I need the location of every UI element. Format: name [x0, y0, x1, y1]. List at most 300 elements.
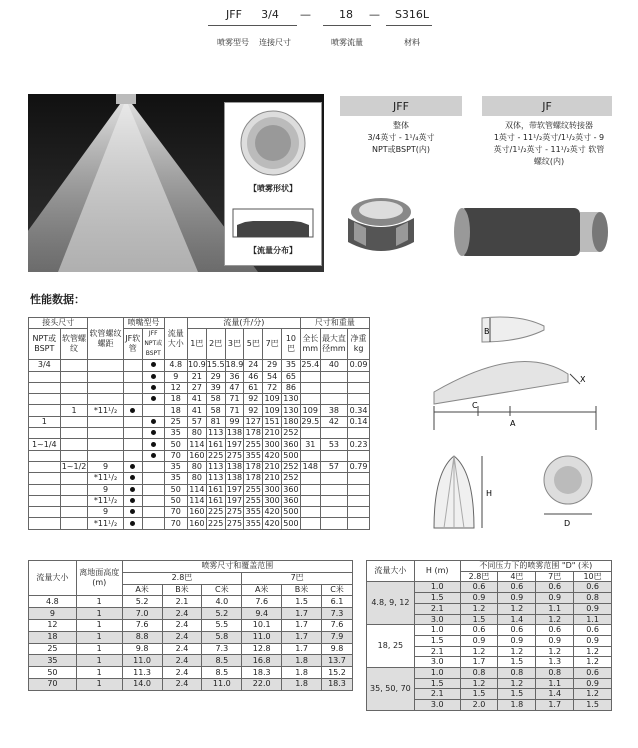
weight-cell	[348, 484, 370, 495]
code-model: JFF	[226, 8, 242, 21]
range-cell: 0.6	[574, 625, 612, 636]
coverage-cell: 2.4	[162, 643, 202, 655]
npt-cell: 1~1/4	[29, 439, 61, 450]
range-cell: 0.6	[498, 582, 536, 593]
coverage-cell: 1.7	[282, 608, 322, 620]
range-cell: 1.4	[498, 614, 536, 625]
code-flow: 18	[339, 8, 353, 21]
coverage-cell: 2.4	[162, 608, 202, 620]
range-table	[366, 560, 612, 711]
coverage-cell: 5.2	[122, 596, 162, 608]
flow-cell: 109	[264, 394, 280, 404]
jf-nozzle-image	[450, 198, 620, 268]
length-cell	[300, 394, 320, 405]
flow-cell: 500	[283, 507, 299, 517]
flow-size-cell: 35	[164, 461, 187, 472]
max-dia-cell	[320, 518, 347, 529]
col-header-hose-pitch: 软管螺纹螺距	[88, 318, 123, 360]
hose-cell	[60, 484, 88, 495]
coverage-cell: 1.8	[282, 678, 322, 690]
rng-col: 10巴	[574, 571, 612, 582]
length-cell: 148	[300, 461, 320, 472]
flow-cell: 161	[208, 439, 224, 449]
range-cell: 0.6	[498, 625, 536, 636]
flow-cell: 130	[283, 394, 299, 404]
npt-cell: 3/4	[29, 360, 61, 371]
hose-cell	[60, 382, 88, 393]
range-cell: 0.9	[574, 603, 612, 614]
pitch-cell: *11¹/₂	[88, 518, 123, 529]
flow-cell: 151	[264, 416, 280, 426]
spray-range-diagram	[430, 452, 630, 532]
col-header-flow-size: 流量大小	[164, 318, 187, 360]
coverage-cell: 1.7	[282, 619, 322, 631]
coverage-cell: 2.4	[162, 655, 202, 667]
nozzle-mark-cell	[142, 428, 164, 439]
max-dia-cell: 40	[320, 360, 347, 371]
coverage-cell: 7.9	[321, 631, 352, 643]
dim-label-h: H	[486, 489, 493, 498]
col-header-pressure: 7巴	[263, 329, 282, 360]
nozzle-mark-cell	[142, 518, 164, 529]
nozzle-mark-cell	[123, 450, 142, 461]
table-row	[367, 668, 612, 679]
coverage-cell: 7.0	[122, 608, 162, 620]
pitch-cell: 9	[88, 484, 123, 495]
col-header-pressure: 10巴	[282, 329, 301, 360]
height-cell: 1.5	[414, 635, 460, 646]
flow-cell: 252	[283, 473, 299, 483]
weight-cell	[348, 382, 370, 393]
height-cell: 1	[76, 667, 122, 679]
range-cell: 1.2	[574, 689, 612, 700]
coverage-cell: 2.4	[162, 619, 202, 631]
weight-cell: 0.79	[348, 461, 370, 472]
jff-nozzle-image	[340, 190, 422, 262]
table-row	[29, 495, 370, 506]
coverage-cell: 16.8	[242, 655, 282, 667]
pitch-cell	[88, 450, 123, 461]
max-dia-cell	[320, 495, 347, 506]
height-cell: 3.0	[414, 614, 460, 625]
flow-cell: 255	[245, 496, 261, 505]
range-cell: 0.9	[460, 635, 498, 646]
pitch-cell	[88, 360, 123, 371]
flow-cell: 178	[245, 473, 261, 483]
cov-col: C米	[202, 584, 242, 596]
model-jf-desc	[482, 120, 616, 168]
nozzle-mark-cell	[123, 495, 142, 506]
nozzle-mark-cell	[123, 371, 142, 382]
coverage-cell: 5.8	[202, 631, 242, 643]
hose-cell	[60, 518, 88, 529]
range-cell: 1.2	[498, 646, 536, 657]
npt-cell: 1	[29, 416, 61, 427]
hose-cell	[60, 394, 88, 405]
cov-col: B米	[282, 584, 322, 596]
weight-cell	[348, 394, 370, 405]
range-cell: 0.9	[460, 593, 498, 604]
flow-size-cell: 50	[164, 484, 187, 495]
coverage-cell: 1.7	[282, 643, 322, 655]
flow-size-cell: 18	[164, 394, 187, 405]
range-cell: 0.9	[498, 635, 536, 646]
coverage-cell: 1.5	[282, 596, 322, 608]
flow-cell: 10.9	[187, 360, 206, 370]
length-cell	[300, 507, 320, 518]
height-cell: 1.5	[414, 678, 460, 689]
range-cell: 1.7	[460, 657, 498, 668]
height-cell: 1	[76, 655, 122, 667]
bullet-icon	[130, 498, 135, 503]
range-cell: 1.2	[460, 646, 498, 657]
table-row	[29, 655, 353, 667]
desc-line: 双体，带软管螺纹转接器	[505, 121, 593, 130]
desc-line: 3/4英寸 - 1¹/₄英寸	[367, 133, 435, 142]
max-dia-cell	[320, 428, 347, 439]
length-cell	[300, 382, 320, 393]
hose-cell	[60, 473, 88, 484]
npt-cell	[29, 484, 61, 495]
length-cell	[300, 484, 320, 495]
length-cell: 25.4	[301, 360, 320, 370]
flow-cell: 24	[244, 360, 263, 371]
height-cell: 1.5	[414, 593, 460, 604]
range-cell: 1.2	[498, 678, 536, 689]
coverage-cell: 8.5	[202, 667, 242, 679]
flow-size-cell: 35	[164, 473, 187, 484]
height-cell: 1.0	[414, 668, 460, 679]
coverage-cell: 2.1	[162, 596, 202, 608]
table-row	[29, 360, 370, 371]
bullet-icon	[130, 509, 135, 514]
flow-cell: 86	[282, 382, 301, 393]
nozzle-mark-cell	[123, 518, 142, 529]
weight-cell: 0.09	[348, 360, 370, 371]
flow-cell: 114	[189, 484, 205, 494]
height-cell: 2.1	[414, 646, 460, 657]
nozzle-mark-cell	[123, 439, 142, 450]
code-dash: —	[300, 8, 311, 21]
dim-label-a: A	[510, 419, 516, 428]
col-header-weight: 净重kg	[348, 329, 370, 360]
col-header-pressure: 1巴	[187, 329, 206, 360]
flow-cell: 71	[225, 394, 244, 405]
nozzle-mark-cell	[142, 484, 164, 495]
flow-cell: 500	[283, 450, 299, 460]
table-row	[29, 619, 353, 631]
npt-cell	[29, 473, 61, 484]
flow-size-cell: 18	[29, 631, 77, 643]
nozzle-mark-cell	[123, 473, 142, 484]
coverage-cell: 9.8	[321, 643, 352, 655]
weight-cell: 0.14	[348, 416, 370, 427]
flow-size-cell: 50	[29, 667, 77, 679]
code-material: S316L	[394, 8, 430, 21]
npt-cell	[29, 450, 61, 461]
pitch-cell: *11¹/₂	[88, 495, 123, 506]
max-dia-cell	[320, 450, 347, 461]
height-cell: 1.0	[414, 625, 460, 636]
hose-cell	[60, 450, 88, 461]
bullet-icon	[151, 419, 156, 424]
flow-cell: 21	[187, 371, 206, 382]
coverage-cell: 9.4	[242, 608, 282, 620]
flow-cell: 355	[245, 518, 261, 528]
dim-label-b: B	[484, 327, 490, 336]
max-dia-cell	[320, 394, 347, 405]
weight-cell: 0.34	[348, 405, 370, 416]
bullet-icon	[151, 385, 156, 390]
npt-cell	[29, 394, 61, 405]
coverage-cell: 13.7	[321, 655, 352, 667]
rng-col: 7巴	[536, 571, 574, 582]
flow-size-cell: 4.8	[29, 596, 77, 608]
flow-cell: 27	[187, 382, 206, 393]
table-row	[29, 678, 353, 690]
range-cell: 1.2	[574, 657, 612, 668]
length-cell	[300, 371, 320, 382]
desc-line: 整体	[393, 121, 409, 130]
model-jf-header: JF	[482, 96, 612, 116]
range-cell: 1.2	[498, 603, 536, 614]
hose-cell	[60, 416, 88, 427]
flow-size-cell: 70	[164, 450, 187, 461]
range-cell: 1.1	[536, 678, 574, 689]
cov-header-size: 流量大小	[29, 561, 77, 596]
coverage-cell: 1.8	[282, 655, 322, 667]
pitch-cell	[88, 428, 123, 439]
model-jff-header: JFF	[340, 96, 462, 116]
flow-cell: 420	[264, 450, 280, 460]
flow-cell: 65	[282, 371, 301, 382]
npt-cell	[29, 495, 61, 506]
flow-cell: 29	[263, 360, 282, 371]
flow-size-cell: 4.8	[164, 360, 187, 371]
coverage-cell: 18.3	[242, 667, 282, 679]
flow-cell: 197	[226, 484, 243, 494]
col-header-npt: NPT或BSPT	[29, 329, 61, 360]
flow-cell: 80	[187, 428, 206, 439]
bullet-icon	[151, 453, 156, 458]
nozzle-mark-cell	[123, 507, 142, 518]
length-cell: 31	[300, 439, 320, 450]
height-cell: 1	[76, 596, 122, 608]
flow-cell: 39	[206, 382, 225, 393]
coverage-cell: 7.6	[122, 619, 162, 631]
nozzle-mark-cell	[142, 473, 164, 484]
flow-cell: 114	[189, 439, 205, 449]
range-cell: 1.5	[498, 689, 536, 700]
coverage-table	[28, 560, 353, 691]
flow-cell: 420	[264, 507, 280, 517]
length-cell	[300, 428, 320, 439]
range-cell: 0.9	[536, 635, 574, 646]
desc-line: 英寸/1¹/₂英寸 - 11¹/₂英寸 软管	[493, 145, 605, 154]
pitch-cell: *11¹/₂	[88, 473, 123, 484]
spray-dimension-diagram	[420, 312, 630, 432]
cov-col: A米	[122, 584, 162, 596]
flow-size-cell: 4.8, 9, 12	[367, 582, 415, 625]
flow-cell: 114	[189, 496, 205, 505]
nozzle-mark-cell	[123, 405, 142, 416]
coverage-cell: 1.8	[282, 667, 322, 679]
code-underline	[251, 25, 297, 26]
height-cell: 1	[76, 678, 122, 690]
flow-size-cell: 35, 50, 70	[367, 668, 415, 711]
range-cell: 1.3	[536, 657, 574, 668]
flow-cell: 197	[226, 439, 243, 449]
flow-cell: 160	[189, 518, 205, 528]
flow-cell: 41	[187, 394, 206, 405]
nozzle-mark-cell	[123, 416, 142, 427]
height-cell: 3.0	[414, 657, 460, 668]
cov-header-height: 离地面高度(m)	[76, 561, 122, 596]
flow-cell: 47	[225, 382, 244, 393]
bullet-icon	[130, 408, 135, 413]
desc-line: 螺纹(内)	[533, 157, 565, 166]
flow-cell: 225	[208, 507, 224, 517]
range-cell: 0.9	[498, 593, 536, 604]
rng-header-size: 流量大小	[367, 561, 415, 582]
flow-cell: 71	[225, 405, 244, 416]
flow-cell: 252	[283, 428, 299, 438]
flow-cell: 275	[226, 450, 243, 460]
code-underline	[323, 25, 371, 26]
coverage-cell: 11.0	[242, 631, 282, 643]
code-label-size: 连接尺寸	[259, 38, 291, 47]
range-cell: 1.2	[460, 678, 498, 689]
flow-cell: 161	[208, 496, 224, 505]
bullet-icon	[151, 442, 156, 447]
dim-label-x: X	[580, 375, 586, 384]
flow-size-cell: 70	[164, 507, 187, 518]
flow-cell: 58	[206, 394, 225, 405]
max-dia-cell: 42	[320, 416, 347, 427]
flow-cell: 113	[208, 462, 224, 472]
rng-col: 4巴	[498, 571, 536, 582]
max-dia-cell: 53	[320, 439, 347, 450]
max-dia-cell	[320, 382, 347, 393]
desc-line: NPT或BSPT(内)	[371, 145, 431, 154]
rng-header-h: H (m)	[414, 561, 460, 582]
flow-cell: 61	[244, 382, 263, 393]
flow-cell: 18.9	[225, 360, 244, 370]
pitch-cell	[88, 371, 123, 382]
coverage-cell: 1.7	[282, 631, 322, 643]
length-cell	[300, 450, 320, 461]
range-cell: 1.2	[574, 646, 612, 657]
table-row	[29, 394, 370, 405]
flow-cell: 210	[264, 462, 280, 472]
nozzle-mark-cell	[123, 428, 142, 439]
max-dia-cell: 57	[320, 461, 347, 472]
length-cell	[300, 518, 320, 529]
hose-cell	[60, 428, 88, 439]
nozzle-mark-cell	[142, 382, 164, 393]
flow-cell: 225	[208, 518, 224, 528]
range-cell: 0.8	[498, 668, 536, 679]
range-cell: 0.8	[460, 668, 498, 679]
nozzle-mark-cell	[142, 450, 164, 461]
nozzle-mark-cell	[142, 495, 164, 506]
table-row	[29, 439, 370, 450]
range-cell: 1.1	[574, 614, 612, 625]
flow-cell: 54	[263, 371, 282, 382]
flow-cell: 138	[226, 462, 243, 472]
flow-cell: 92	[244, 405, 263, 416]
flow-cell: 178	[245, 428, 261, 438]
coverage-cell: 11.0	[122, 655, 162, 667]
bullet-icon	[151, 396, 156, 401]
col-header-length: 全长mm	[300, 329, 320, 360]
cov-col: A米	[242, 584, 282, 596]
flow-cell: 178	[245, 462, 261, 472]
coverage-cell: 10.1	[242, 619, 282, 631]
flow-size-cell: 70	[164, 518, 187, 529]
dim-label-d: D	[564, 519, 571, 528]
table-row	[29, 428, 370, 439]
flow-cell: 160	[189, 507, 205, 517]
model-jff-desc	[340, 120, 462, 156]
weight-cell	[348, 507, 370, 518]
flow-size-cell: 12	[164, 382, 187, 393]
hose-cell	[60, 495, 88, 506]
table-row	[29, 473, 370, 484]
col-header-nozzle-type: 喷嘴型号	[123, 318, 164, 329]
table-row	[29, 518, 370, 529]
flow-distribution-icon	[231, 207, 315, 239]
nozzle-mark-cell	[142, 371, 164, 382]
flow-cell: 360	[283, 496, 299, 505]
npt-cell	[29, 507, 61, 518]
range-cell: 1.7	[536, 700, 574, 711]
flow-size-cell: 70	[29, 678, 77, 690]
bullet-icon	[130, 487, 135, 492]
height-cell: 1	[76, 643, 122, 655]
max-dia-cell	[320, 371, 347, 382]
npt-cell	[29, 518, 61, 529]
height-cell: 1	[76, 631, 122, 643]
spray-info-inset	[224, 102, 322, 266]
flow-cell: 58	[206, 405, 225, 416]
flow-cell: 99	[225, 416, 244, 427]
coverage-cell: 5.5	[202, 619, 242, 631]
section-title: 性能数据：	[30, 293, 85, 306]
code-label-model: 喷雾型号	[217, 38, 249, 47]
flow-size-cell: 50	[164, 439, 187, 450]
bullet-icon	[151, 430, 156, 435]
table-row	[29, 667, 353, 679]
table-row	[29, 608, 353, 620]
pitch-cell: 9	[88, 507, 123, 518]
flow-size-cell: 9	[164, 371, 187, 382]
table-row	[29, 382, 370, 393]
flow-cell: 113	[208, 473, 224, 483]
coverage-cell: 2.4	[162, 631, 202, 643]
coverage-cell: 12.8	[242, 643, 282, 655]
table-row	[367, 582, 612, 593]
coverage-cell: 18.3	[321, 678, 352, 690]
table-row	[29, 450, 370, 461]
range-cell: 1.2	[536, 614, 574, 625]
table-row	[29, 416, 370, 427]
weight-cell	[348, 495, 370, 506]
range-cell: 1.5	[498, 657, 536, 668]
col-header-jf: JF软管	[123, 329, 142, 360]
flow-size-cell: 9	[29, 608, 77, 620]
range-cell: 0.6	[574, 582, 612, 593]
